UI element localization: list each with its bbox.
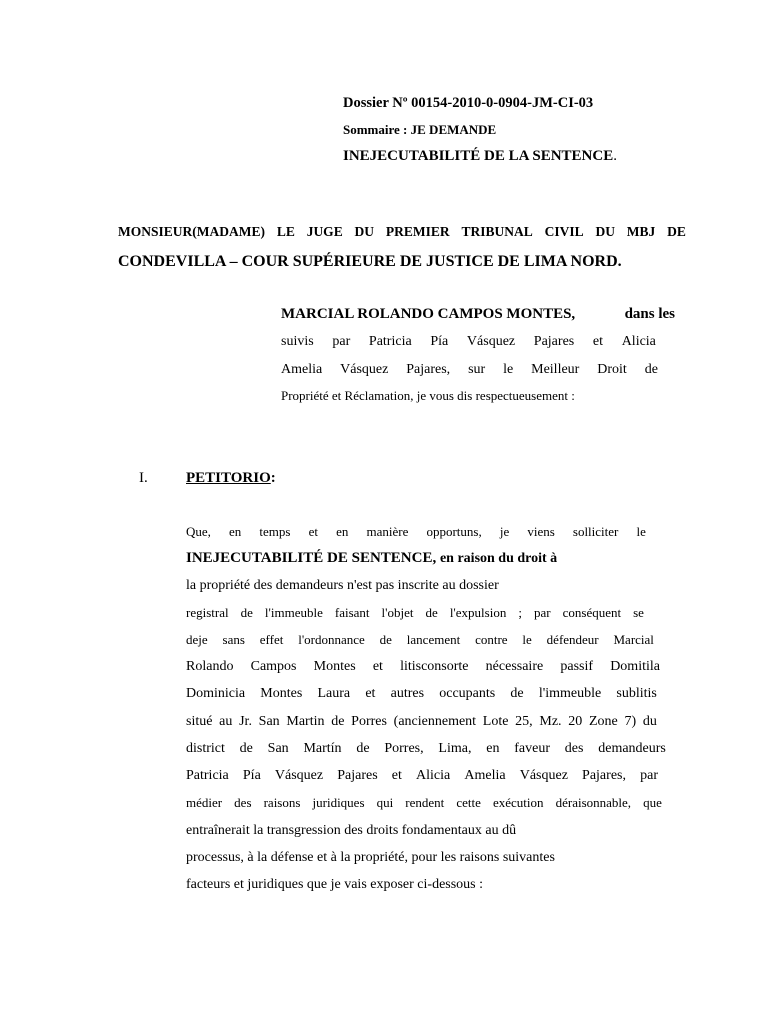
section-title: PETITORIO [186,470,271,486]
body-line-11 [186,795,662,811]
word: MBJ [626,224,656,239]
word: suivis [281,334,314,349]
body-line-3: la propriété des demandeurs n'est pas inscrite au dossier [186,578,499,593]
word: Patricia [368,334,412,349]
word: en [486,741,500,756]
word: Que, [186,524,211,539]
word: se [633,605,644,620]
word: DU [354,224,375,239]
word: Patricia [186,768,229,783]
body-line-6 [186,659,660,675]
word: Pía [430,334,449,349]
word: sur [468,362,486,377]
word: par [332,334,351,349]
word: de [425,605,438,620]
body-line-7 [186,686,657,702]
intro-line-4: Propriété et Réclamation, je vous dis respectueusement : [281,388,575,403]
word: contre [475,632,508,647]
body-line-2 [186,550,557,567]
word: Jr. [239,714,252,729]
word: Pajares, [406,362,451,377]
word: Alicia [416,768,451,783]
word: Martín [303,741,342,756]
word: Rolando [186,659,234,674]
word: San [267,741,289,756]
word: San [258,714,280,729]
word: de [239,741,253,756]
word: l'immeuble [264,605,323,620]
word: opportuns, [426,524,482,539]
word: deje [186,632,208,647]
word: Marcial [613,632,654,647]
word: le [522,632,532,647]
word: (anciennement [393,714,477,729]
section-number: I. [139,470,148,486]
word: effet [259,632,284,647]
word: CIVIL [544,224,584,239]
word: Montes [260,686,303,701]
word: Mz. [539,714,562,729]
word: solliciter [572,524,619,539]
word: de [356,741,370,756]
word: PREMIER [385,224,450,239]
word: exécution [492,795,544,810]
word: et [308,524,318,539]
word: l'objet [381,605,414,620]
body-line-5 [186,632,654,648]
word: du [642,714,657,729]
word: des [564,741,584,756]
word: au [219,714,233,729]
word: qui [376,795,394,810]
body-line-8 [186,714,657,730]
word: juridiques [312,795,365,810]
subject-text: INEJECUTABILITÉ DE LA SENTENCE [343,148,614,164]
word: MONSIEUR(MADAME) [118,224,265,239]
addressee-line-1 [118,224,686,240]
word: et [365,686,376,701]
word: district [186,741,225,756]
section-heading [186,470,276,487]
intro-line-2 [281,334,656,350]
intro-line-1 [281,306,675,323]
word: nécessaire [485,659,544,674]
word: Vásquez [519,768,568,783]
word: Vásquez [340,362,389,377]
intro-line-3 [281,362,658,378]
word: l'expulsion [449,605,507,620]
body-line-14: facteurs et juridiques que je vais exposer ci-dessous : [186,877,484,892]
word: l'immeuble [538,686,602,701]
word: Vásquez [274,768,324,783]
word: sans [222,632,245,647]
word: médier [186,795,223,810]
word: 7) [624,714,637,729]
word: conséquent [562,605,622,620]
word: lancement [406,632,461,647]
word: occupants [439,686,496,701]
word: de [510,686,524,701]
sommaire-line: Sommaire : JE DEMANDE [343,122,497,137]
word: LE [276,224,295,239]
word: Amelia [281,362,323,377]
word: situé [186,714,213,729]
word: déraisonnable, [555,795,632,810]
word: défendeur [546,632,599,647]
word: Alicia [621,334,656,349]
word: Martin [286,714,325,729]
word: et [592,334,604,349]
body-request-rest: en raison du droit à [439,551,558,566]
word: en [336,524,349,539]
word: viens [527,524,555,539]
word: rendent [405,795,445,810]
word: Pía [242,768,261,783]
word: par [533,605,551,620]
word: Laura [317,686,351,701]
body-line-10 [186,768,658,784]
word: Lima, [438,741,472,756]
word: demandeurs [598,741,666,756]
word: temps [259,524,291,539]
word: Pajares, [582,768,626,783]
word: Droit [597,362,627,377]
word: Pajares [533,334,575,349]
word: 20 [568,714,583,729]
word: DE [667,224,686,239]
word: Domitila [610,659,660,674]
word: 25, [515,714,533,729]
word: Amelia [464,768,506,783]
subject-line [343,148,617,165]
word: de [379,632,392,647]
word: de [644,362,658,377]
word: de [331,714,345,729]
word: en [229,524,242,539]
word: sublitis [616,686,657,701]
word: de [240,605,253,620]
word: Campos [250,659,297,674]
word: JUGE [306,224,343,239]
subject-period: . [613,148,617,164]
word: par [640,768,658,783]
body-line-12: entraînerait la transgression des droits fondamentaux au dû [186,823,517,838]
word: faisant [334,605,370,620]
body-line-4 [186,605,644,621]
body-bold-request: INEJECUTABILITÉ DE SENTENCE, [186,550,437,566]
word: le [503,362,514,377]
word: Pajares [337,768,378,783]
body-line-9 [186,741,666,757]
word: Dominicia [186,686,246,701]
word: Lote [482,714,509,729]
section-colon: : [270,470,276,486]
body-line-13: processus, à la défense et à la propriété, pour les raisons suivantes [186,850,555,865]
body-line-1 [186,524,646,540]
word: Zone [588,714,618,729]
word: et [372,659,383,674]
word: registral [186,605,229,620]
word: faveur [514,741,550,756]
word: l'ordonnance [298,632,365,647]
claimant-name: MARCIAL ROLANDO CAMPOS MONTES, [281,306,576,322]
word: des [234,795,252,810]
word: que [643,795,662,810]
word: et [391,768,402,783]
word: autres [390,686,425,701]
word: je [499,524,510,539]
word: Montes [313,659,356,674]
word: Meilleur [531,362,580,377]
claimant-suffix: dans les [624,306,675,322]
word: TRIBUNAL [461,224,533,239]
word: ; [518,605,522,620]
word: raisons [263,795,301,810]
word: manière [366,524,409,539]
addressee-line-2: CONDEVILLA – COUR SUPÉRIEURE DE JUSTICE DE LIMA NORD. [118,253,622,270]
word: Porres, [384,741,424,756]
word: cette [456,795,481,810]
word: le [636,524,646,539]
word: passif [560,659,594,674]
word: DU [595,224,615,239]
word: litisconsorte [400,659,469,674]
dossier-number: Dossier Nº 00154-2010-0-0904-JM-CI-03 [343,95,594,111]
word: Porres [351,714,387,729]
word: Vásquez [466,334,516,349]
